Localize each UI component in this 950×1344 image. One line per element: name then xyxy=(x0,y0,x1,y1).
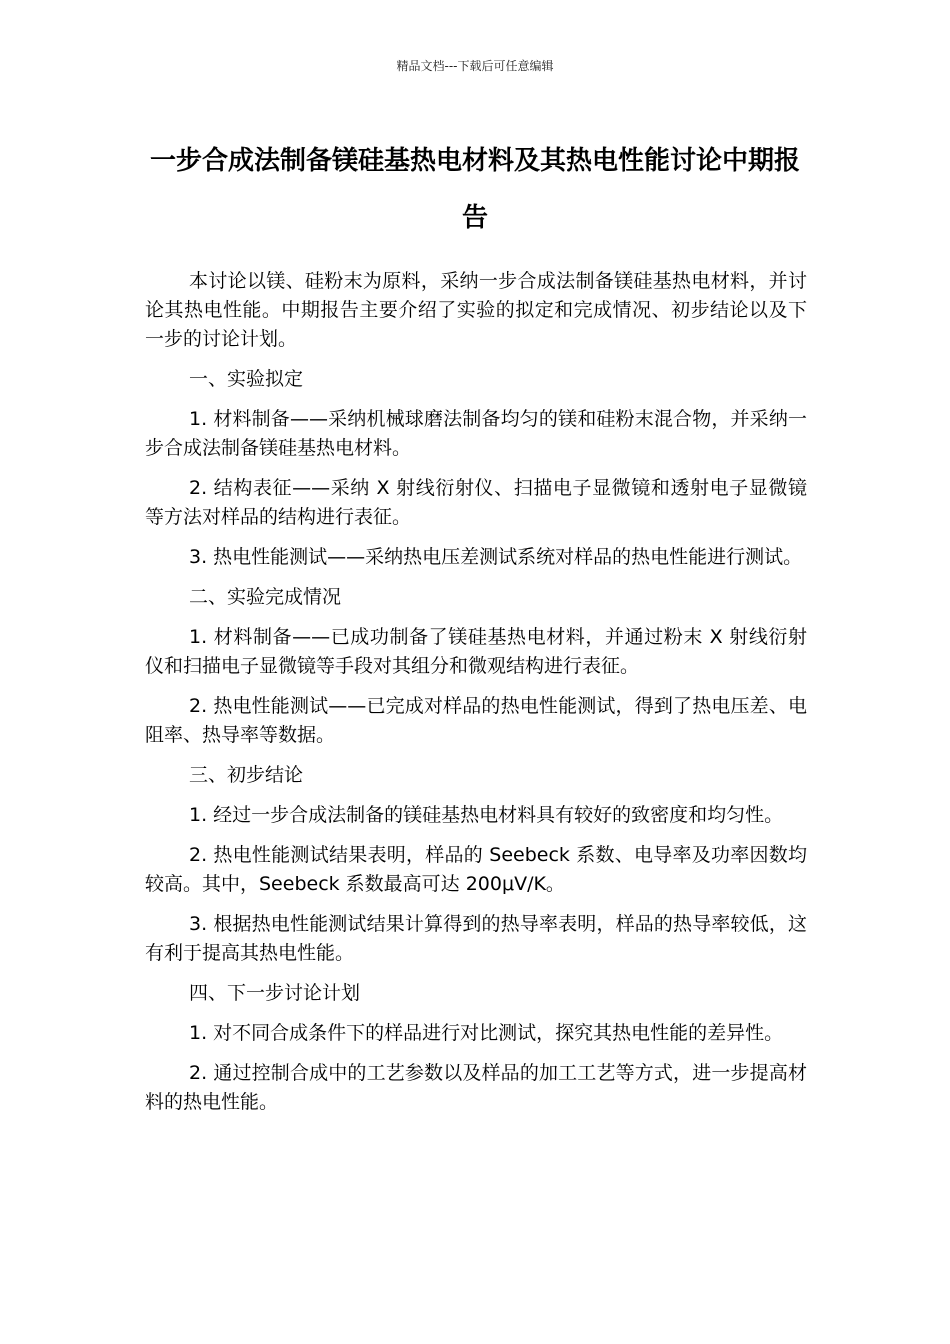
section-item: 1. 材料制备——采纳机械球磨法制备均匀的镁和硅粉末混合物，并采纳一步合成法制备镁硅基热电材料。 xyxy=(145,408,807,459)
section-item: 3. 热电性能测试——采纳热电压差测试系统对样品的热电性能进行测试。 xyxy=(189,546,803,568)
section-conclusions xyxy=(145,761,807,968)
section-item: 2. 通过控制合成中的工艺参数以及样品的加工工艺等方式，进一步提高材料的热电性能。 xyxy=(145,1062,807,1113)
section-item: 1. 对不同合成条件下的样品进行对比测试，探究其热电性能的差异性。 xyxy=(189,1022,784,1044)
section-heading: 四、下一步讨论计划 xyxy=(189,982,361,1004)
section-item: 1. 材料制备——已成功制备了镁硅基热电材料，并通过粉末 X 射线衍射仪和扫描电子显微镜等手段对其组分和微观结构进行表征。 xyxy=(145,626,807,677)
header-note: 精品文档---下载后可任意编辑 xyxy=(396,59,554,73)
section-next-steps xyxy=(145,979,807,1117)
section-item: 2. 热电性能测试——已完成对样品的热电性能测试，得到了热电压差、电阻率、热导率等数据。 xyxy=(145,695,807,746)
section-heading: 一、实验拟定 xyxy=(189,368,304,390)
section-heading: 二、实验完成情况 xyxy=(189,586,342,608)
section-item: 3. 根据热电性能测试结果计算得到的热导率表明，样品的热导率较低，这有利于提高其热电性能。 xyxy=(145,913,807,964)
intro-paragraph: 本讨论以镁、硅粉末为原料，采纳一步合成法制备镁硅基热电材料，并讨论其热电性能。中期报告主要介绍了实验的拟定和完成情况、初步结论以及下一步的讨论计划。 xyxy=(145,270,807,350)
document-title: 一步合成法制备镁硅基热电材料及其热电性能讨论中期报告 xyxy=(149,146,800,233)
section-progress xyxy=(145,583,807,750)
document-body xyxy=(145,267,807,1128)
section-heading: 三、初步结论 xyxy=(189,764,304,786)
section-item: 2. 热电性能测试结果表明，样品的 Seebeck 系数、电导率及功率因数均较高。其中，Seebeck 系数最高可达 200μV/K。 xyxy=(145,844,807,895)
section-item: 2. 结构表征——采纳 X 射线衍射仪、扫描电子显微镜和透射电子显微镜等方法对样品的结构进行表征。 xyxy=(145,477,807,528)
section-plan xyxy=(145,365,807,572)
section-item: 1. 经过一步合成法制备的镁硅基热电材料具有较好的致密度和均匀性。 xyxy=(189,804,784,826)
